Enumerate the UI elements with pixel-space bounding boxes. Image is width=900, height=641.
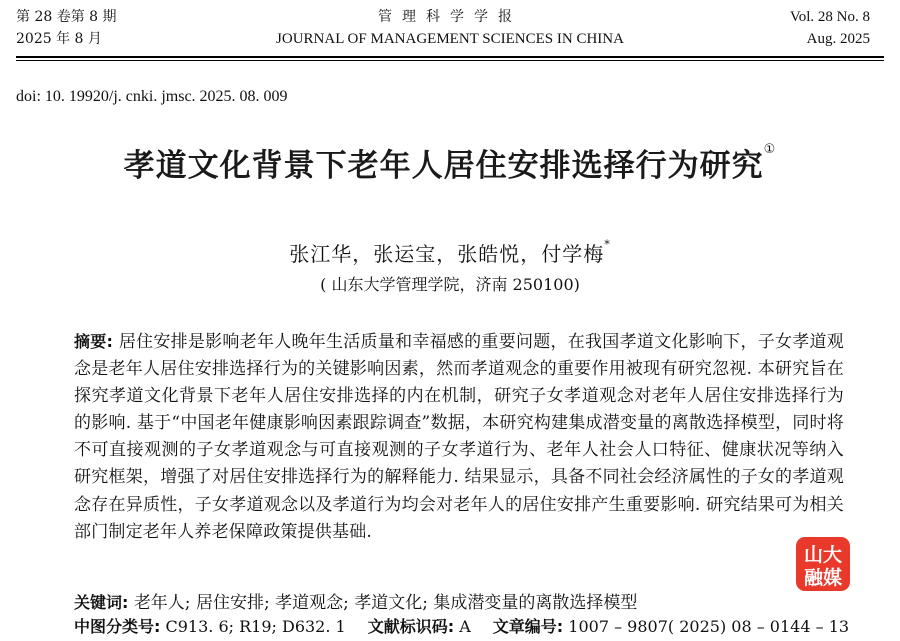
media-logo-icon [795,536,851,592]
clc-label: 中图分类号: [74,617,161,636]
issue-date-english: Aug. 2025 [806,31,870,47]
volume-issue: 第 28 卷第 8 期 [16,9,117,25]
authors-text: 张江华，张运宝，张皓悦，付学梅 [289,242,605,266]
issue-date: 2025 年 8 月 [16,31,102,47]
issue-info-english [790,6,870,50]
journal-title [0,6,900,50]
doc-code-label: 文献标识码: [367,617,455,636]
volume-issue-english: Vol. 28 No. 8 [789,9,870,25]
title-footnote-mark[interactable]: ① [763,142,777,157]
author-list [0,238,900,267]
media-logo-text-bottom: 融媒 [803,567,843,589]
classification-line [74,614,874,637]
corresponding-author-mark: * [604,238,611,251]
header-rule [16,56,884,61]
abstract-text: 居住安排是影响老年人晚年生活质量和幸福感的重要问题，在我国孝道文化影响下，子女孝道观念是老年人居住安排选择行为的关键影响因素，然而孝道观念的重要作用被现有研究忽视. 本研究旨在探究孝道文化背景下老年人居住安排选择的内在机制，研究子女孝道观念对老年人居住安排选择行为的影响. 基于“中国老年健康影响因素跟踪调查”数据，本研究构建集成潜变量的离散选择模型，同时将不可直接观测的子女孝道观念与可直接观测的子女孝道行为、老年人社会人口特征、健康状况等纳入研究框架，增强了对居住安排选择行为的解释能力. 结果显示，具备不同社会经济属性的子女的孝道观念存在异质性，子女孝道观念以及孝道行为均会对老年人的居住安排产生重要影响. 研究结果可为相关部门制定老年人养老保障政策提供基础. [74,332,844,542]
paper-title [0,140,900,185]
abstract [74,328,844,546]
doi[interactable]: doi: 10. 19920/j. cnki. jmsc. 2025. 08. 009 [16,88,288,105]
paper-title-text: 孝道文化背景下老年人居住安排选择行为研究 [123,148,764,184]
abstract-label: 摘要: [74,332,114,351]
clc-value: C913. 6; R19; D632. 1 [165,617,346,636]
keywords-label: 关键词: [74,593,129,612]
affiliation: ( 山东大学管理学院，济南 250100) [320,275,580,294]
article-number-value: 1007 – 9807( 2025) 08 – 0144 – 13 [568,617,850,636]
keywords-text: 老年人; 居住安排; 孝道观念; 孝道文化; 集成潜变量的离散选择模型 [133,593,638,613]
journal-title-english: JOURNAL OF MANAGEMENT SCIENCES IN CHINA [276,31,624,47]
journal-header [0,6,900,52]
article-number-label: 文章编号: [492,617,564,636]
doc-code-value: A [459,617,471,636]
journal-title-chinese: 管理科学学报 [378,9,522,25]
keywords [74,588,854,613]
media-logo-text-top: 山大 [803,544,843,566]
